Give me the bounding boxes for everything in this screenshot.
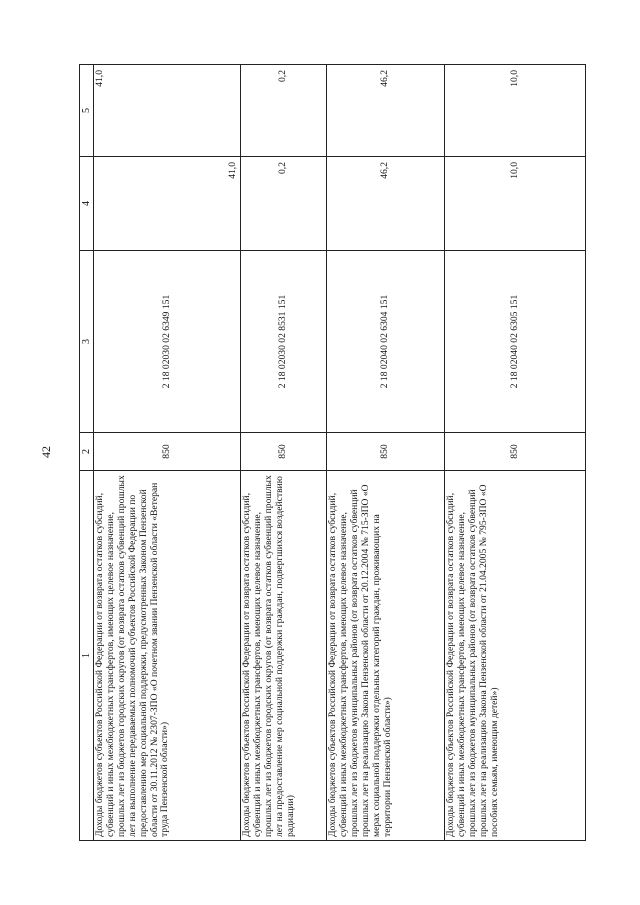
- table-row: [94, 65, 241, 841]
- header-col-3: 3: [80, 251, 94, 433]
- amount-col-5: 10,0: [445, 65, 586, 157]
- budget-classification-code: 2 18 02040 02 6304 151: [327, 251, 445, 433]
- admin-code: 850: [445, 433, 586, 471]
- amount-col-4: 41,0: [94, 157, 241, 251]
- amount-col-4: 10,0: [445, 157, 586, 251]
- income-table: [79, 64, 586, 841]
- table-row: [241, 65, 327, 841]
- income-description: Доходы бюджетов субъектов Российской Федерации от возврата остатков субсидий, субвенций и иных межбюджетных трансфертов, имеющих целевое назначение, прошлых лет из бюджетов муниципальных районов (от возврата остатков субвенций прошлых лет на реализацию Закона Пензенской области от 20.12.2004 № 715-ЗПО «О мерах социальной поддержки отдельных категорий граждан, проживающих на территории Пензенской области»): [327, 471, 445, 841]
- budget-classification-code: 2 18 02030 02 6349 151: [94, 251, 241, 433]
- header-col-2: 2: [80, 433, 94, 471]
- income-description: Доходы бюджетов субъектов Российской Федерации от возврата остатков субсидий, субвенций и иных межбюджетных трансфертов, имеющих целевое назначение, прошлых лет из бюджетов городских округов (от возврата остатков субвенций прошлых лет на выполнение передаваемых полномочий субъектов Российской Федерации по предоставлению мер социальной поддержки, предусмотренных Законом Пензенской области от 30.11.2012 № 2307-ЗПО «О почетном звании Пензенской области «Ветеран труда Пензенской области»): [94, 471, 241, 841]
- admin-code: 850: [241, 433, 327, 471]
- header-col-4: 4: [80, 157, 94, 251]
- amount-col-4: 0,2: [241, 157, 327, 251]
- page-number: 42: [39, 446, 53, 458]
- table-header-row: [80, 65, 94, 841]
- budget-classification-code: 2 18 02030 02 8531 151: [241, 251, 327, 433]
- budget-classification-code: 2 18 02040 02 6305 151: [445, 251, 586, 433]
- amount-col-5: 0,2: [241, 65, 327, 157]
- amount-col-5: 41,0: [94, 65, 241, 157]
- rotated-page-content: [79, 65, 586, 841]
- admin-code: 850: [327, 433, 445, 471]
- table-row: [327, 65, 445, 841]
- header-col-5: 5: [80, 65, 94, 157]
- income-description: Доходы бюджетов субъектов Российской Федерации от возврата остатков субсидий, субвенций и иных межбюджетных трансфертов, имеющих целевое назначение, прошлых лет из бюджетов городских округов (от возврата остатков субвенций прошлых лет на предоставление мер социальной поддержки граждан, подвергшихся воздействию радиации): [241, 471, 327, 841]
- amount-col-4: 46,2: [327, 157, 445, 251]
- income-description: Доходы бюджетов субъектов Российской Федерации от возврата остатков субсидий, субвенций и иных межбюджетных трансфертов, имеющих целевое назначение, прошлых лет из бюджетов муниципальных районов (от возврата остатков субвенций прошлых лет на реализацию Закона Пензенской области от 21.04.2005 № 795-ЗПО «О пособиях семьям, имеющим детей»): [445, 471, 586, 841]
- header-col-1: 1: [80, 471, 94, 841]
- table-row: [445, 65, 586, 841]
- amount-col-5: 46,2: [327, 65, 445, 157]
- admin-code: 850: [94, 433, 241, 471]
